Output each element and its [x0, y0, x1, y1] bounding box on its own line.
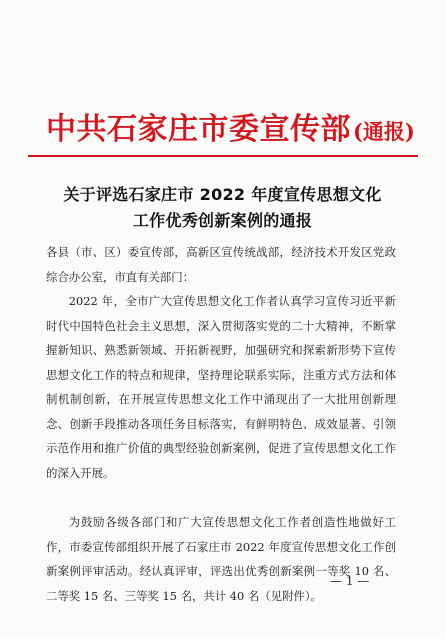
page-number: — 1 —: [330, 574, 370, 588]
document-title-line-2: 工作优秀创新案例的通报: [132, 211, 313, 230]
document-title-line-1: 关于评选石家庄市 2022 年度宣传思想文化: [63, 185, 382, 204]
red-divider-line: [28, 155, 418, 157]
body-paragraph-1: 2022 年，全市广大宣传思想文化工作者认真学习宣传习近平新时代中国特色社会主义思想，深入贯彻落实党的二十大精神，不断掌握新知识、熟悉新领域、开拓新视野，加强研究和探索新形势下宣传思想文化工作的特点和规律，坚持理论联系实际，注重方式方法和体制机制创新，在开展宣传思想文化工作中涌现出了一大批用创新理念、创新手段推动各项任务目标落实，有鲜明特色、成效显著、引领示范作用和推广价值的典型经验创新案例，促进了宣传思想文化工作的深入开展。: [46, 294, 396, 480]
body-paragraph-2: 为鼓励各级各部门和广大宣传思想文化工作者创造性地做好工作，市委宣传部组织开展了石家庄市 2022 年度宣传思想文化工作创新案例评审活动。经认真评审，评选出优秀创新案例一等奖 10 名、二等奖 15 名、三等奖 15 名，共计 40 名（见附件）。: [46, 515, 396, 603]
masthead-suffix: (通报): [353, 119, 415, 144]
masthead-title: 中共石家庄市委宣传部: [46, 112, 351, 147]
recipients-paragraph: 各县（市、区）委宣传部，高新区宣传统战部，经济技术开发区党政综合办公室，市直有关部门：: [46, 245, 396, 284]
masthead: [46, 104, 415, 148]
